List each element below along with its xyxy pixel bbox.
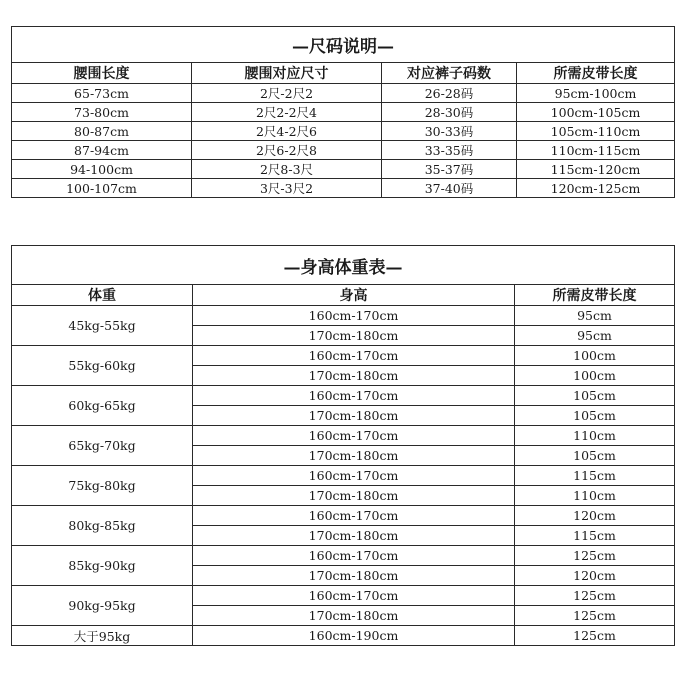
weight-range-cell: 55kg-60kg (12, 346, 193, 386)
weight-table-row (12, 586, 675, 606)
size-table-row (12, 160, 675, 179)
height-range-cell: 170cm-180cm (193, 566, 515, 586)
weight-table-header: 所需皮带长度 (515, 285, 675, 306)
weight-range-cell: 大于95kg (12, 626, 193, 646)
weight-table-row (12, 306, 675, 326)
height-range-cell: 170cm-180cm (193, 406, 515, 426)
size-table-row (12, 141, 675, 160)
height-range-cell: 160cm-170cm (193, 386, 515, 406)
size-table-cell: 2尺-2尺2 (192, 84, 382, 103)
height-range-cell: 160cm-170cm (193, 426, 515, 446)
size-table-cell: 100cm-105cm (517, 103, 675, 122)
size-table-cell: 105cm-110cm (517, 122, 675, 141)
size-table-cell: 2尺8-3尺 (192, 160, 382, 179)
height-range-cell: 170cm-180cm (193, 486, 515, 506)
size-table-cell: 2尺6-2尺8 (192, 141, 382, 160)
size-table-cell: 87-94cm (12, 141, 192, 160)
size-table-cell: 65-73cm (12, 84, 192, 103)
size-table-row (12, 103, 675, 122)
weight-range-cell: 85kg-90kg (12, 546, 193, 586)
weight-table-row (12, 626, 675, 646)
size-table-row (12, 84, 675, 103)
weight-range-cell: 65kg-70kg (12, 426, 193, 466)
size-table-cell: 2尺2-2尺4 (192, 103, 382, 122)
size-table-cell: 35-37码 (382, 160, 517, 179)
weight-table-header: 体重 (12, 285, 193, 306)
weight-table-header-row (12, 285, 675, 306)
belt-length-cell: 105cm (515, 386, 675, 406)
size-table-cell: 94-100cm (12, 160, 192, 179)
height-range-cell: 170cm-180cm (193, 326, 515, 346)
weight-range-cell: 60kg-65kg (12, 386, 193, 426)
size-table-row (12, 122, 675, 141)
weight-table-row (12, 506, 675, 526)
size-table-cell: 3尺-3尺2 (192, 179, 382, 198)
size-table-header: 腰围对应尺寸 (192, 63, 382, 84)
weight-table-row (12, 346, 675, 366)
size-table-cell: 73-80cm (12, 103, 192, 122)
weight-table-title: —身高体重表— (12, 246, 675, 285)
height-range-cell: 170cm-180cm (193, 366, 515, 386)
weight-table-row (12, 386, 675, 406)
height-range-cell: 160cm-170cm (193, 306, 515, 326)
weight-table-row (12, 546, 675, 566)
height-range-cell: 160cm-170cm (193, 506, 515, 526)
height-range-cell: 160cm-170cm (193, 346, 515, 366)
size-table-cell: 37-40码 (382, 179, 517, 198)
belt-length-cell: 125cm (515, 626, 675, 646)
belt-length-cell: 95cm (515, 326, 675, 346)
belt-length-cell: 120cm (515, 566, 675, 586)
size-table-title: —尺码说明— (12, 27, 675, 63)
weight-table-header: 身高 (193, 285, 515, 306)
height-range-cell: 160cm-170cm (193, 586, 515, 606)
height-range-cell: 170cm-180cm (193, 606, 515, 626)
belt-length-cell: 115cm (515, 526, 675, 546)
size-table-cell: 30-33码 (382, 122, 517, 141)
belt-length-cell: 120cm (515, 506, 675, 526)
size-table-header: 腰围长度 (12, 63, 192, 84)
weight-range-cell: 75kg-80kg (12, 466, 193, 506)
belt-length-cell: 100cm (515, 346, 675, 366)
belt-length-cell: 125cm (515, 546, 675, 566)
height-range-cell: 160cm-170cm (193, 546, 515, 566)
belt-length-cell: 115cm (515, 466, 675, 486)
height-range-cell: 170cm-180cm (193, 526, 515, 546)
size-table-cell: 80-87cm (12, 122, 192, 141)
size-table-cell: 110cm-115cm (517, 141, 675, 160)
belt-length-cell: 125cm (515, 606, 675, 626)
size-table-cell: 95cm-100cm (517, 84, 675, 103)
weight-range-cell: 80kg-85kg (12, 506, 193, 546)
weight-table-row (12, 426, 675, 446)
size-table-cell: 100-107cm (12, 179, 192, 198)
size-table-header: 对应裤子码数 (382, 63, 517, 84)
size-chart-table (11, 26, 675, 198)
belt-length-cell: 100cm (515, 366, 675, 386)
size-table-header: 所需皮带长度 (517, 63, 675, 84)
size-table-cell: 120cm-125cm (517, 179, 675, 198)
size-table-cell: 26-28码 (382, 84, 517, 103)
belt-length-cell: 110cm (515, 486, 675, 506)
height-range-cell: 160cm-170cm (193, 466, 515, 486)
weight-range-cell: 45kg-55kg (12, 306, 193, 346)
belt-length-cell: 105cm (515, 446, 675, 466)
belt-length-cell: 110cm (515, 426, 675, 446)
size-table-cell: 33-35码 (382, 141, 517, 160)
belt-length-cell: 125cm (515, 586, 675, 606)
weight-table-row (12, 466, 675, 486)
size-table-cell: 28-30码 (382, 103, 517, 122)
height-range-cell: 160cm-190cm (193, 626, 515, 646)
weight-range-cell: 90kg-95kg (12, 586, 193, 626)
size-table-cell: 2尺4-2尺6 (192, 122, 382, 141)
belt-length-cell: 95cm (515, 306, 675, 326)
height-range-cell: 170cm-180cm (193, 446, 515, 466)
belt-length-cell: 105cm (515, 406, 675, 426)
size-table-header-row (12, 63, 675, 84)
size-table-row (12, 179, 675, 198)
size-table-cell: 115cm-120cm (517, 160, 675, 179)
height-weight-table (11, 245, 675, 646)
